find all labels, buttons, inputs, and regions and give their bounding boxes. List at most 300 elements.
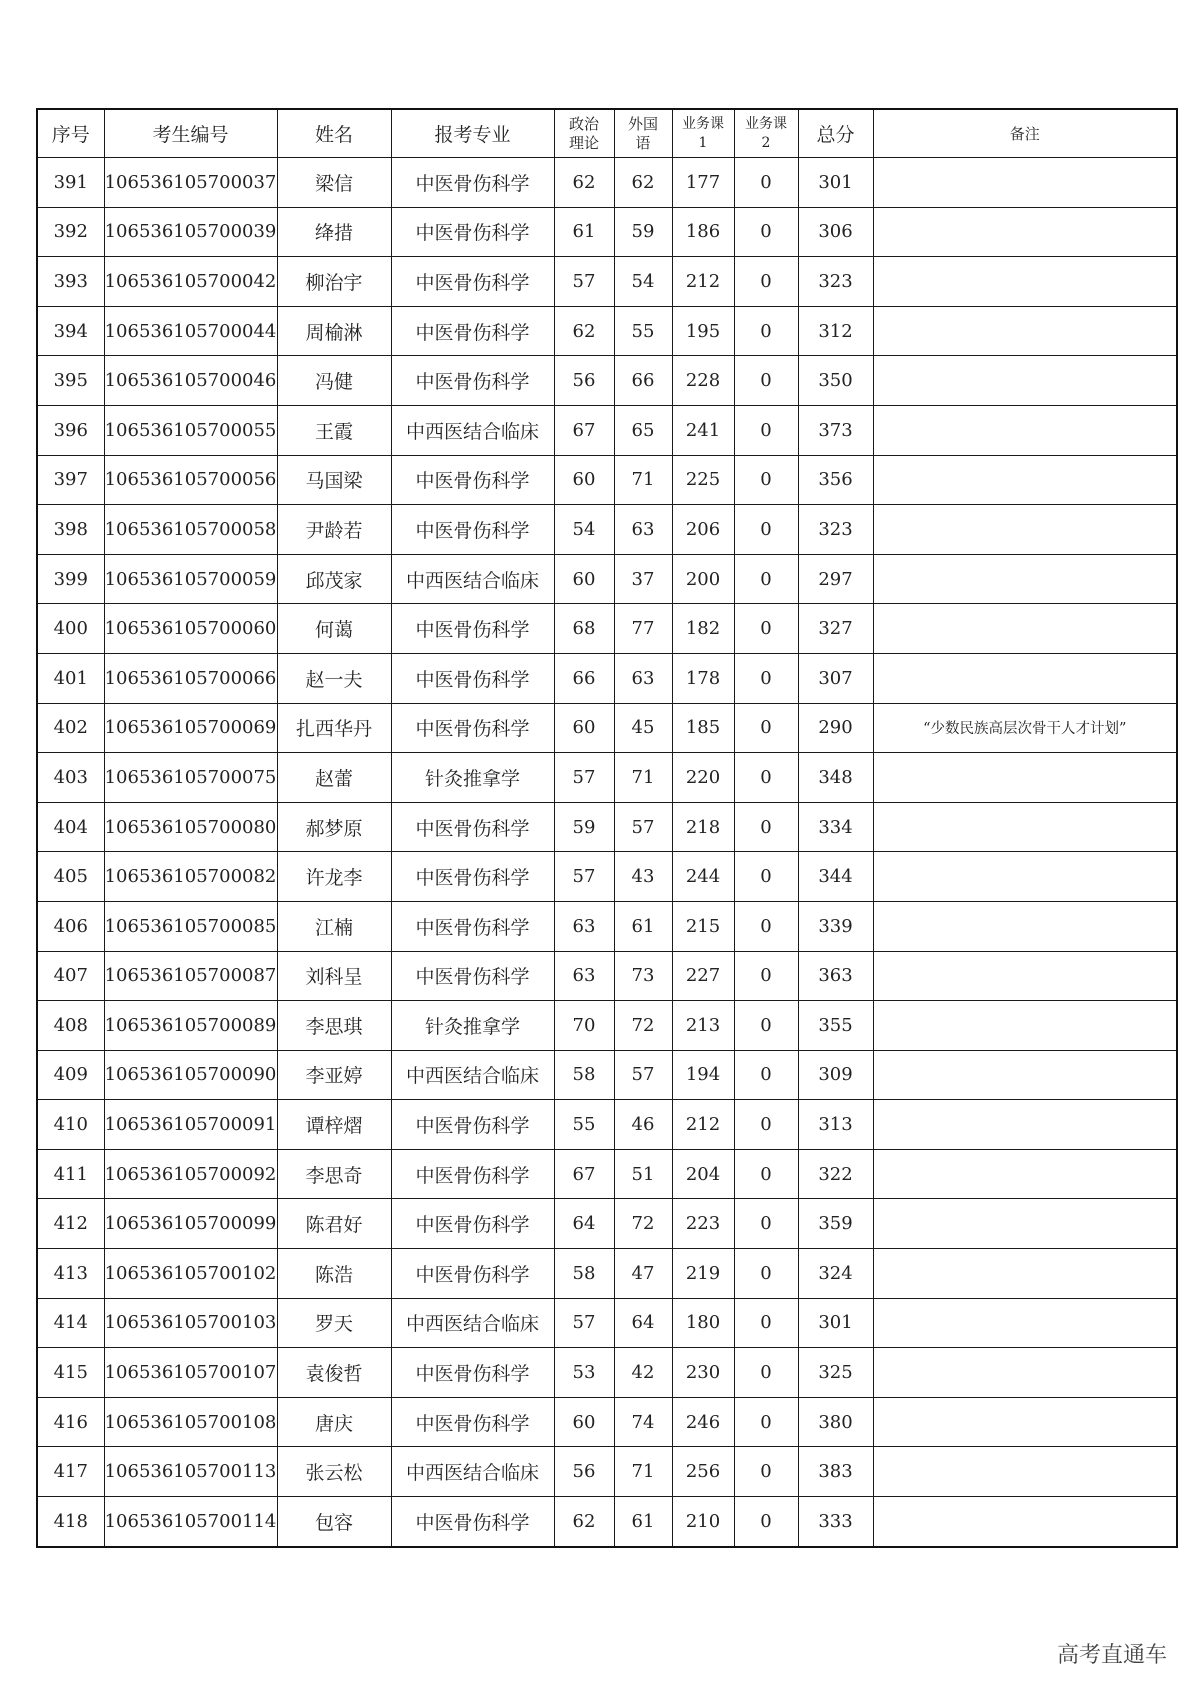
table-row xyxy=(37,802,1177,852)
header-course1-line1: 业务课 xyxy=(682,115,724,132)
table-row xyxy=(37,1447,1177,1497)
cell-name: 唐庆 xyxy=(277,1397,391,1447)
cell-remark xyxy=(873,1497,1177,1547)
cell-remark xyxy=(873,1249,1177,1299)
table-row xyxy=(37,405,1177,455)
cell-name: 许龙李 xyxy=(277,852,391,902)
cell-name: 马国梁 xyxy=(277,455,391,505)
cell-total: 301 xyxy=(798,1298,873,1348)
cell-foreign: 73 xyxy=(614,951,672,1001)
cell-exam-no: 106536105700099 xyxy=(104,1199,277,1249)
cell-course1: 220 xyxy=(672,753,734,803)
cell-major: 中医骨伤科学 xyxy=(391,802,554,852)
header-course2 xyxy=(734,109,798,158)
cell-exam-no: 106536105700090 xyxy=(104,1050,277,1100)
cell-politics: 63 xyxy=(554,951,614,1001)
cell-major: 中西医结合临床 xyxy=(391,1447,554,1497)
cell-course1: 210 xyxy=(672,1497,734,1547)
cell-seq: 403 xyxy=(37,753,104,803)
cell-major: 中医骨伤科学 xyxy=(391,158,554,208)
cell-seq: 418 xyxy=(37,1497,104,1547)
cell-seq: 406 xyxy=(37,901,104,951)
table-row xyxy=(37,852,1177,902)
cell-name: 谭梓熠 xyxy=(277,1100,391,1150)
cell-remark xyxy=(873,802,1177,852)
cell-major: 中医骨伤科学 xyxy=(391,455,554,505)
cell-remark xyxy=(873,604,1177,654)
header-course1 xyxy=(672,109,734,158)
cell-foreign: 64 xyxy=(614,1298,672,1348)
cell-seq: 394 xyxy=(37,306,104,356)
cell-exam-no: 106536105700080 xyxy=(104,802,277,852)
cell-remark xyxy=(873,1348,1177,1398)
cell-seq: 416 xyxy=(37,1397,104,1447)
cell-politics: 61 xyxy=(554,207,614,257)
cell-course1: 177 xyxy=(672,158,734,208)
cell-course2: 0 xyxy=(734,653,798,703)
header-course1-line2: 1 xyxy=(698,134,708,151)
cell-seq: 412 xyxy=(37,1199,104,1249)
cell-exam-no: 106536105700107 xyxy=(104,1348,277,1398)
cell-name: 周榆淋 xyxy=(277,306,391,356)
cell-major: 中医骨伤科学 xyxy=(391,306,554,356)
cell-exam-no: 106536105700102 xyxy=(104,1249,277,1299)
cell-remark xyxy=(873,1050,1177,1100)
cell-name: 包容 xyxy=(277,1497,391,1547)
cell-course1: 186 xyxy=(672,207,734,257)
cell-politics: 56 xyxy=(554,1447,614,1497)
cell-exam-no: 106536105700044 xyxy=(104,306,277,356)
cell-course2: 0 xyxy=(734,405,798,455)
cell-major: 中医骨伤科学 xyxy=(391,951,554,1001)
cell-exam-no: 106536105700066 xyxy=(104,653,277,703)
cell-major: 中医骨伤科学 xyxy=(391,1149,554,1199)
cell-major: 中医骨伤科学 xyxy=(391,852,554,902)
cell-total: 301 xyxy=(798,158,873,208)
cell-seq: 398 xyxy=(37,505,104,555)
cell-politics: 57 xyxy=(554,753,614,803)
cell-seq: 397 xyxy=(37,455,104,505)
cell-course1: 212 xyxy=(672,257,734,307)
cell-politics: 70 xyxy=(554,1001,614,1051)
cell-major: 中西医结合临床 xyxy=(391,1298,554,1348)
cell-foreign: 72 xyxy=(614,1199,672,1249)
cell-major: 中医骨伤科学 xyxy=(391,901,554,951)
score-table xyxy=(36,108,1178,1548)
header-course2-line2: 2 xyxy=(761,134,771,151)
cell-course1: 204 xyxy=(672,1149,734,1199)
cell-remark xyxy=(873,405,1177,455)
cell-major: 针灸推拿学 xyxy=(391,1001,554,1051)
cell-course1: 244 xyxy=(672,852,734,902)
cell-remark xyxy=(873,1199,1177,1249)
cell-seq: 404 xyxy=(37,802,104,852)
cell-total: 325 xyxy=(798,1348,873,1398)
cell-course2: 0 xyxy=(734,207,798,257)
header-seq: 序号 xyxy=(37,109,104,158)
cell-course2: 0 xyxy=(734,158,798,208)
cell-politics: 60 xyxy=(554,1397,614,1447)
cell-total: 307 xyxy=(798,653,873,703)
cell-exam-no: 106536105700060 xyxy=(104,604,277,654)
cell-name: 刘科呈 xyxy=(277,951,391,1001)
cell-remark xyxy=(873,901,1177,951)
cell-course2: 0 xyxy=(734,1348,798,1398)
cell-course1: 182 xyxy=(672,604,734,654)
cell-course1: 228 xyxy=(672,356,734,406)
cell-course2: 0 xyxy=(734,1100,798,1150)
cell-total: 290 xyxy=(798,703,873,753)
cell-exam-no: 106536105700056 xyxy=(104,455,277,505)
cell-exam-no: 106536105700087 xyxy=(104,951,277,1001)
cell-course1: 185 xyxy=(672,703,734,753)
cell-politics: 55 xyxy=(554,1100,614,1150)
cell-name: 赵蕾 xyxy=(277,753,391,803)
cell-foreign: 66 xyxy=(614,356,672,406)
cell-major: 中医骨伤科学 xyxy=(391,257,554,307)
cell-total: 333 xyxy=(798,1497,873,1547)
cell-politics: 64 xyxy=(554,1199,614,1249)
cell-remark xyxy=(873,356,1177,406)
cell-exam-no: 106536105700085 xyxy=(104,901,277,951)
cell-total: 322 xyxy=(798,1149,873,1199)
cell-major: 中西医结合临床 xyxy=(391,405,554,455)
cell-foreign: 51 xyxy=(614,1149,672,1199)
cell-remark xyxy=(873,951,1177,1001)
cell-course1: 225 xyxy=(672,455,734,505)
cell-foreign: 54 xyxy=(614,257,672,307)
cell-remark xyxy=(873,306,1177,356)
cell-course2: 0 xyxy=(734,1298,798,1348)
cell-exam-no: 106536105700069 xyxy=(104,703,277,753)
cell-total: 373 xyxy=(798,405,873,455)
table-row xyxy=(37,306,1177,356)
cell-name: 柳治宇 xyxy=(277,257,391,307)
cell-course2: 0 xyxy=(734,604,798,654)
cell-foreign: 63 xyxy=(614,505,672,555)
cell-name: 郝梦原 xyxy=(277,802,391,852)
table-row xyxy=(37,604,1177,654)
cell-foreign: 62 xyxy=(614,158,672,208)
cell-major: 中医骨伤科学 xyxy=(391,505,554,555)
cell-exam-no: 106536105700103 xyxy=(104,1298,277,1348)
cell-name: 邱茂家 xyxy=(277,554,391,604)
cell-major: 中医骨伤科学 xyxy=(391,653,554,703)
cell-remark: “少数民族高层次骨干人才计划” xyxy=(873,703,1177,753)
table-row xyxy=(37,1249,1177,1299)
header-foreign xyxy=(614,109,672,158)
cell-seq: 410 xyxy=(37,1100,104,1150)
cell-foreign: 43 xyxy=(614,852,672,902)
cell-foreign: 72 xyxy=(614,1001,672,1051)
table-row xyxy=(37,1199,1177,1249)
cell-total: 348 xyxy=(798,753,873,803)
cell-course2: 0 xyxy=(734,257,798,307)
header-course2-line1: 业务课 xyxy=(745,115,787,132)
cell-course1: 213 xyxy=(672,1001,734,1051)
cell-seq: 414 xyxy=(37,1298,104,1348)
cell-total: 350 xyxy=(798,356,873,406)
cell-course2: 0 xyxy=(734,951,798,1001)
cell-politics: 56 xyxy=(554,356,614,406)
cell-politics: 62 xyxy=(554,158,614,208)
cell-name: 罗天 xyxy=(277,1298,391,1348)
cell-total: 355 xyxy=(798,1001,873,1051)
cell-major: 中医骨伤科学 xyxy=(391,1348,554,1398)
cell-major: 中医骨伤科学 xyxy=(391,1497,554,1547)
cell-remark xyxy=(873,158,1177,208)
header-major: 报考专业 xyxy=(391,109,554,158)
cell-exam-no: 106536105700037 xyxy=(104,158,277,208)
cell-course2: 0 xyxy=(734,852,798,902)
cell-course2: 0 xyxy=(734,554,798,604)
cell-course2: 0 xyxy=(734,703,798,753)
cell-course2: 0 xyxy=(734,356,798,406)
cell-total: 297 xyxy=(798,554,873,604)
cell-exam-no: 106536105700055 xyxy=(104,405,277,455)
cell-remark xyxy=(873,505,1177,555)
table-row xyxy=(37,951,1177,1001)
cell-course2: 0 xyxy=(734,505,798,555)
table-row xyxy=(37,158,1177,208)
cell-exam-no: 106536105700113 xyxy=(104,1447,277,1497)
cell-course1: 206 xyxy=(672,505,734,555)
cell-exam-no: 106536105700046 xyxy=(104,356,277,406)
cell-foreign: 37 xyxy=(614,554,672,604)
cell-remark xyxy=(873,1100,1177,1150)
cell-politics: 63 xyxy=(554,901,614,951)
cell-remark xyxy=(873,1298,1177,1348)
cell-course1: 178 xyxy=(672,653,734,703)
cell-course2: 0 xyxy=(734,1050,798,1100)
cell-seq: 401 xyxy=(37,653,104,703)
cell-remark xyxy=(873,1447,1177,1497)
table-row xyxy=(37,1298,1177,1348)
cell-remark xyxy=(873,1149,1177,1199)
cell-politics: 58 xyxy=(554,1249,614,1299)
cell-politics: 58 xyxy=(554,1050,614,1100)
cell-total: 344 xyxy=(798,852,873,902)
table-body xyxy=(37,158,1177,1547)
cell-foreign: 57 xyxy=(614,1050,672,1100)
table-row xyxy=(37,1397,1177,1447)
cell-remark xyxy=(873,554,1177,604)
cell-name: 冯健 xyxy=(277,356,391,406)
cell-foreign: 74 xyxy=(614,1397,672,1447)
cell-exam-no: 106536105700075 xyxy=(104,753,277,803)
cell-name: 绛措 xyxy=(277,207,391,257)
cell-course1: 219 xyxy=(672,1249,734,1299)
cell-course2: 0 xyxy=(734,1199,798,1249)
cell-course1: 200 xyxy=(672,554,734,604)
cell-politics: 67 xyxy=(554,405,614,455)
cell-total: 327 xyxy=(798,604,873,654)
cell-exam-no: 106536105700039 xyxy=(104,207,277,257)
header-politics-line1: 政治 xyxy=(568,114,599,133)
cell-politics: 60 xyxy=(554,703,614,753)
cell-exam-no: 106536105700059 xyxy=(104,554,277,604)
cell-name: 陈浩 xyxy=(277,1249,391,1299)
cell-exam-no: 106536105700092 xyxy=(104,1149,277,1199)
cell-foreign: 71 xyxy=(614,1447,672,1497)
cell-remark xyxy=(873,257,1177,307)
cell-seq: 399 xyxy=(37,554,104,604)
table-row xyxy=(37,1100,1177,1150)
cell-course2: 0 xyxy=(734,1149,798,1199)
cell-course1: 227 xyxy=(672,951,734,1001)
cell-name: 陈君好 xyxy=(277,1199,391,1249)
cell-foreign: 47 xyxy=(614,1249,672,1299)
cell-foreign: 59 xyxy=(614,207,672,257)
cell-total: 323 xyxy=(798,505,873,555)
cell-politics: 59 xyxy=(554,802,614,852)
cell-major: 中医骨伤科学 xyxy=(391,604,554,654)
cell-course2: 0 xyxy=(734,455,798,505)
cell-name: 张云松 xyxy=(277,1447,391,1497)
cell-foreign: 45 xyxy=(614,703,672,753)
table-row xyxy=(37,505,1177,555)
cell-major: 中医骨伤科学 xyxy=(391,1397,554,1447)
cell-total: 363 xyxy=(798,951,873,1001)
cell-remark xyxy=(873,653,1177,703)
cell-course1: 218 xyxy=(672,802,734,852)
cell-seq: 417 xyxy=(37,1447,104,1497)
cell-course2: 0 xyxy=(734,1447,798,1497)
cell-remark xyxy=(873,1397,1177,1447)
cell-exam-no: 106536105700108 xyxy=(104,1397,277,1447)
cell-course1: 180 xyxy=(672,1298,734,1348)
cell-major: 中医骨伤科学 xyxy=(391,1249,554,1299)
cell-politics: 68 xyxy=(554,604,614,654)
table-row xyxy=(37,1050,1177,1100)
cell-name: 梁信 xyxy=(277,158,391,208)
cell-name: 扎西华丹 xyxy=(277,703,391,753)
cell-exam-no: 106536105700091 xyxy=(104,1100,277,1150)
table-row xyxy=(37,356,1177,406)
cell-major: 中西医结合临床 xyxy=(391,1050,554,1100)
cell-course1: 212 xyxy=(672,1100,734,1150)
cell-politics: 62 xyxy=(554,306,614,356)
cell-name: 李思奇 xyxy=(277,1149,391,1199)
table-row xyxy=(37,207,1177,257)
cell-course1: 230 xyxy=(672,1348,734,1398)
cell-major: 中医骨伤科学 xyxy=(391,1199,554,1249)
cell-politics: 60 xyxy=(554,455,614,505)
cell-foreign: 77 xyxy=(614,604,672,654)
cell-course2: 0 xyxy=(734,1249,798,1299)
cell-name: 李思琪 xyxy=(277,1001,391,1051)
cell-politics: 67 xyxy=(554,1149,614,1199)
cell-remark xyxy=(873,455,1177,505)
header-total: 总分 xyxy=(798,109,873,158)
table-row xyxy=(37,753,1177,803)
header-row xyxy=(37,109,1177,158)
cell-foreign: 65 xyxy=(614,405,672,455)
table-row xyxy=(37,1149,1177,1199)
cell-total: 339 xyxy=(798,901,873,951)
cell-major: 中医骨伤科学 xyxy=(391,1100,554,1150)
cell-course2: 0 xyxy=(734,901,798,951)
cell-total: 356 xyxy=(798,455,873,505)
cell-name: 李亚婷 xyxy=(277,1050,391,1100)
cell-seq: 409 xyxy=(37,1050,104,1100)
cell-total: 383 xyxy=(798,1447,873,1497)
cell-exam-no: 106536105700058 xyxy=(104,505,277,555)
header-foreign-line2: 语 xyxy=(635,133,651,152)
cell-name: 王霞 xyxy=(277,405,391,455)
cell-major: 针灸推拿学 xyxy=(391,753,554,803)
cell-major: 中医骨伤科学 xyxy=(391,356,554,406)
cell-total: 380 xyxy=(798,1397,873,1447)
cell-foreign: 57 xyxy=(614,802,672,852)
cell-course1: 223 xyxy=(672,1199,734,1249)
cell-seq: 405 xyxy=(37,852,104,902)
cell-name: 赵一夫 xyxy=(277,653,391,703)
cell-seq: 411 xyxy=(37,1149,104,1199)
cell-foreign: 61 xyxy=(614,1497,672,1547)
cell-exam-no: 106536105700082 xyxy=(104,852,277,902)
cell-course1: 215 xyxy=(672,901,734,951)
cell-seq: 393 xyxy=(37,257,104,307)
cell-name: 江楠 xyxy=(277,901,391,951)
cell-seq: 407 xyxy=(37,951,104,1001)
table-row xyxy=(37,901,1177,951)
cell-course1: 256 xyxy=(672,1447,734,1497)
cell-course2: 0 xyxy=(734,306,798,356)
cell-total: 306 xyxy=(798,207,873,257)
watermark-text: 高考直通车 xyxy=(1056,1643,1167,1668)
table-row xyxy=(37,703,1177,753)
cell-exam-no: 106536105700042 xyxy=(104,257,277,307)
cell-politics: 53 xyxy=(554,1348,614,1398)
cell-foreign: 46 xyxy=(614,1100,672,1150)
table-row xyxy=(37,1001,1177,1051)
table-row xyxy=(37,455,1177,505)
cell-seq: 408 xyxy=(37,1001,104,1051)
cell-course1: 246 xyxy=(672,1397,734,1447)
header-foreign-line1: 外国 xyxy=(627,114,658,133)
cell-foreign: 61 xyxy=(614,901,672,951)
cell-name: 袁俊哲 xyxy=(277,1348,391,1398)
cell-politics: 54 xyxy=(554,505,614,555)
cell-seq: 413 xyxy=(37,1249,104,1299)
cell-total: 323 xyxy=(798,257,873,307)
cell-seq: 400 xyxy=(37,604,104,654)
cell-total: 312 xyxy=(798,306,873,356)
cell-total: 309 xyxy=(798,1050,873,1100)
cell-course1: 194 xyxy=(672,1050,734,1100)
table-row xyxy=(37,554,1177,604)
table-row xyxy=(37,1348,1177,1398)
table-row xyxy=(37,257,1177,307)
table-row xyxy=(37,1497,1177,1547)
cell-name: 何蔼 xyxy=(277,604,391,654)
header-remark: 备注 xyxy=(873,109,1177,158)
cell-major: 中医骨伤科学 xyxy=(391,207,554,257)
cell-total: 334 xyxy=(798,802,873,852)
cell-major: 中西医结合临床 xyxy=(391,554,554,604)
cell-course2: 0 xyxy=(734,753,798,803)
header-name: 姓名 xyxy=(277,109,391,158)
cell-politics: 60 xyxy=(554,554,614,604)
cell-course2: 0 xyxy=(734,1001,798,1051)
cell-exam-no: 106536105700089 xyxy=(104,1001,277,1051)
cell-total: 313 xyxy=(798,1100,873,1150)
cell-foreign: 71 xyxy=(614,455,672,505)
cell-politics: 62 xyxy=(554,1497,614,1547)
cell-seq: 415 xyxy=(37,1348,104,1398)
cell-politics: 57 xyxy=(554,1298,614,1348)
